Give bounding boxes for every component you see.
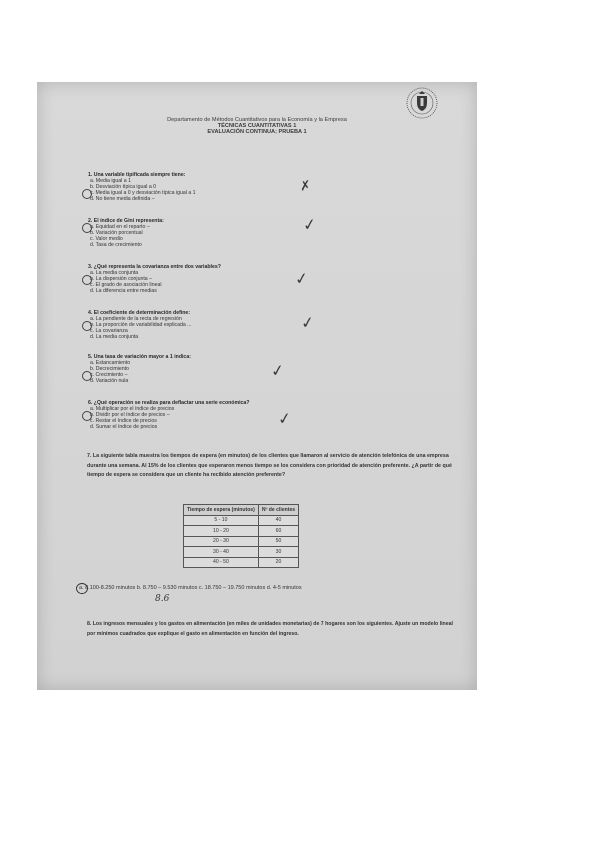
answer-option-text: a. Equidad en el reparto – (90, 224, 150, 231)
answer-option-text: d. Tasa de crecimiento (90, 242, 142, 249)
answer-option-text: c. El grado de asociación lineal (90, 282, 162, 289)
table-row (184, 557, 299, 568)
table-cell: 40 - 50 (184, 557, 259, 568)
answer-option-text: b. La dispersión conjunta – (90, 276, 153, 283)
answer-option-text: a. La media conjunta (90, 270, 139, 277)
question-7-answer-options: a. 8.100-8.250 minutos b. 8.750 – 9.530 minutos c. 18.750 – 19.750 minutos d. 4-5 minutos (79, 585, 302, 591)
test-title: EVALUACIÓN CONTINUA; PRUEBA 1 (207, 129, 307, 135)
answer-option (88, 196, 418, 202)
answer-option-text: d. No tiene media definida – (90, 196, 155, 203)
table-header: Tiempo de espera (minutos) (184, 505, 259, 516)
table-header: Nº de clientes (258, 505, 298, 516)
table-row (184, 515, 299, 526)
answer-option-text: a. Media igual a 1 (90, 178, 131, 185)
check-mark-icon: ✓ (301, 214, 318, 235)
table-cell: 5 - 10 (184, 515, 259, 526)
check-mark-icon: ✓ (269, 360, 286, 381)
answer-circle-mark (75, 582, 89, 595)
check-mark-icon: ✓ (293, 268, 310, 289)
answer-option-text: b. Decrecimiento (90, 366, 129, 373)
handwritten-note: 8.6 (155, 594, 170, 604)
answer-option-text: b. Variación porcentual (90, 230, 143, 237)
question-stem: 6. ¿Qué operación se realiza para deflactar una serie económica? (88, 400, 250, 406)
question-5 (88, 354, 418, 384)
table-cell: 20 - 30 (184, 536, 259, 547)
question-1 (88, 172, 418, 202)
question-4 (88, 310, 418, 340)
department-name: Departamento de Métodos Cuantitativos para la Economía y la Empresa (167, 117, 347, 123)
answer-option (88, 378, 418, 384)
answer-option-text: c. Crecimiento – (90, 372, 128, 379)
answer-option-text: c. Restar el índice de precios (90, 418, 157, 425)
question-stem: 3. ¿Qué representa la covarianza entre dos variables? (88, 264, 221, 270)
check-mark-icon: ✓ (299, 312, 316, 333)
question-6 (88, 400, 418, 430)
answer-option (88, 334, 418, 340)
answer-option-text: c. La covarianza (90, 328, 128, 335)
answer-option-text: b. La proporción de variabilidad explicada ... (90, 322, 192, 329)
cross-mark-icon: ✗ (298, 178, 312, 195)
answer-option-text: b. Desviación típica igual a 0 (90, 184, 157, 191)
table-cell: 40 (258, 515, 298, 526)
question-stem: 1. Una variable tipificada siempre tiene: (88, 172, 186, 178)
answer-option-text: b. Dividir por el índice de precios – (90, 412, 170, 419)
waiting-time-table (183, 504, 299, 568)
question-3 (88, 264, 418, 294)
answer-option-text: d. Variación nula (90, 378, 129, 385)
question-7-text: 7. La siguiente tabla muestra los tiempos de espera (en minutos) de los clientes que llamaron al servicio de atención telefónica de una empresa durante una semana. Al 15% de los clientes que esperaron menos tiempo se los considera con prioridad de atención preferente. ¿A partir de qué tiempo de espera se considera que un cliente ha recibido atención preferente? (87, 453, 452, 478)
question-8-text: 8. Los ingresos mensuales y los gastos en alimentación (en miles de unidades monetarias) de 7 hogares son los siguientes. Ajuste un modelo lineal por mínimos cuadrados que explique el gasto en alimentación en función del ingreso. (87, 621, 453, 637)
university-seal (405, 86, 439, 120)
table-cell: 30 (258, 547, 298, 558)
answer-option (88, 288, 418, 294)
answer-option-text: a. La pendiente de la recta de regresión (90, 316, 182, 323)
table-row (184, 536, 299, 547)
answer-option-text: d. La media conjunta (90, 334, 139, 341)
table-cell: 30 - 40 (184, 547, 259, 558)
course-title: TÉCNICAS CUANTITATIVAS 1 (217, 123, 297, 129)
table-cell: 50 (258, 536, 298, 547)
scanned-exam-sheet (37, 82, 477, 690)
answer-option-text: c. Valor medio (90, 236, 123, 243)
table-cell: 20 (258, 557, 298, 568)
answer-option (88, 242, 418, 248)
question-stem: 2. El índice de Gini representa: (88, 218, 164, 224)
question-2 (88, 214, 418, 249)
answer-option-text: d. Sumar el índice de precios (90, 424, 158, 431)
table-cell: 60 (258, 526, 298, 537)
table-row (184, 547, 299, 558)
check-mark-icon: ✓ (276, 408, 293, 429)
question-stem: 5. Una tasa de variación mayor a 1 indica: (88, 354, 191, 360)
table-row (184, 526, 299, 537)
answer-option-text: a. Estancamiento (90, 360, 131, 367)
table-cell: 10 - 20 (184, 526, 259, 537)
answer-option-text: c. Media igual a 0 y desviación típica igual a 1 (90, 190, 196, 197)
answer-option-text: d. La diferencia entre medias (90, 288, 157, 295)
question-stem: 4. El coeficiente de determinación define: (88, 310, 191, 316)
answer-option (88, 424, 418, 430)
answer-option-text: a. Multiplicar por el índice de precios (90, 406, 175, 413)
